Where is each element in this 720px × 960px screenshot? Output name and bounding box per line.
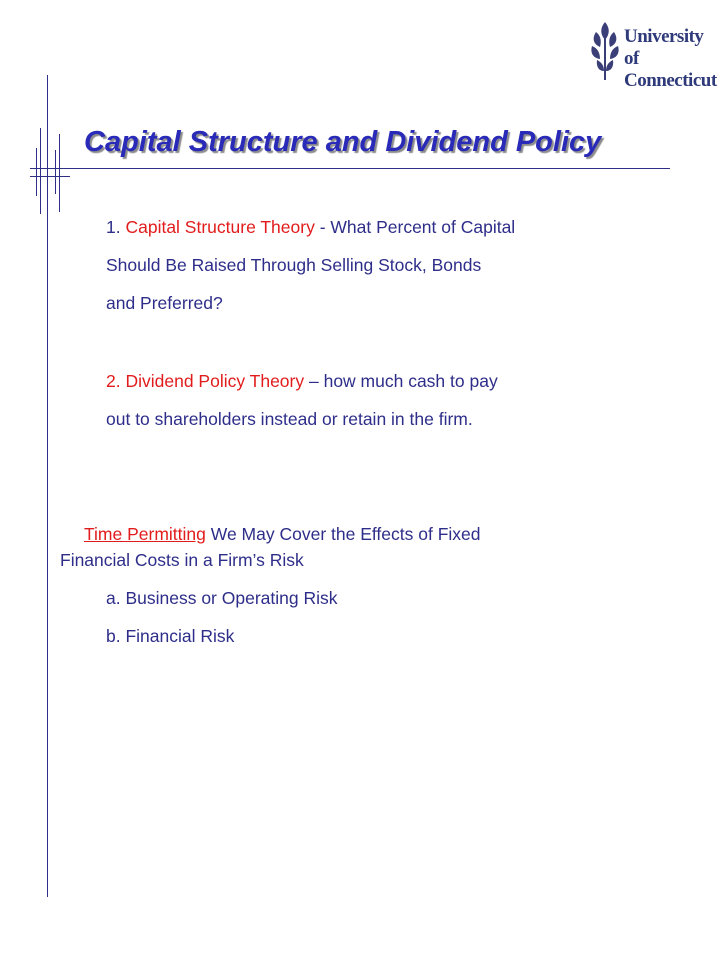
item-1-text-line-1: - What Percent of Capital [314,217,516,237]
dividend-policy-item [106,362,498,438]
capital-structure-theory-label: Capital Structure Theory [125,217,315,237]
time-permitting-text-line-2: Financial Costs in a Firm’s Risk [60,550,304,570]
time-permitting-line-1 [60,521,481,547]
deco-vertical-line-1 [36,148,37,196]
logo-line-1: University of [624,26,704,69]
deco-vertical-line-3 [55,150,56,194]
deco-vertical-line-2 [40,128,41,214]
time-permitting-label: Time Permitting [84,524,206,544]
university-logo [588,20,717,91]
deco-horizontal-line [30,176,70,177]
logo-line-2: Connecticut [624,70,717,91]
dividend-policy-theory-label: Dividend Policy Theory [125,371,305,391]
title-underline-rule [30,168,670,169]
item-1-number: 1. [106,217,126,237]
item-2-number: 2. [106,371,126,391]
risk-sub-items [106,579,338,655]
slide-title: Capital Structure and Dividend Policy [84,126,602,158]
item-2-text-line-2: out to shareholders instead or retain in the firm. [106,409,473,429]
time-permitting-block [60,521,481,573]
sub-item-financial-risk: b. Financial Risk [106,626,235,646]
university-logo-text [624,26,717,92]
capital-structure-item [106,208,515,322]
sub-item-business-risk: a. Business or Operating Risk [106,588,338,608]
time-permitting-text-line-1: We May Cover the Effects of Fixed [205,524,481,544]
left-margin-rule [47,75,48,897]
oak-leaf-icon [588,20,622,82]
deco-vertical-line-4 [59,134,60,212]
item-1-text-line-2: Should Be Raised Through Selling Stock, Bonds [106,255,482,275]
item-1-text-line-3: and Preferred? [106,293,223,313]
dividend-policy-line-1 [106,362,498,400]
capital-structure-line-1 [106,208,515,246]
item-2-text-line-1: – how much cash to pay [304,371,498,391]
